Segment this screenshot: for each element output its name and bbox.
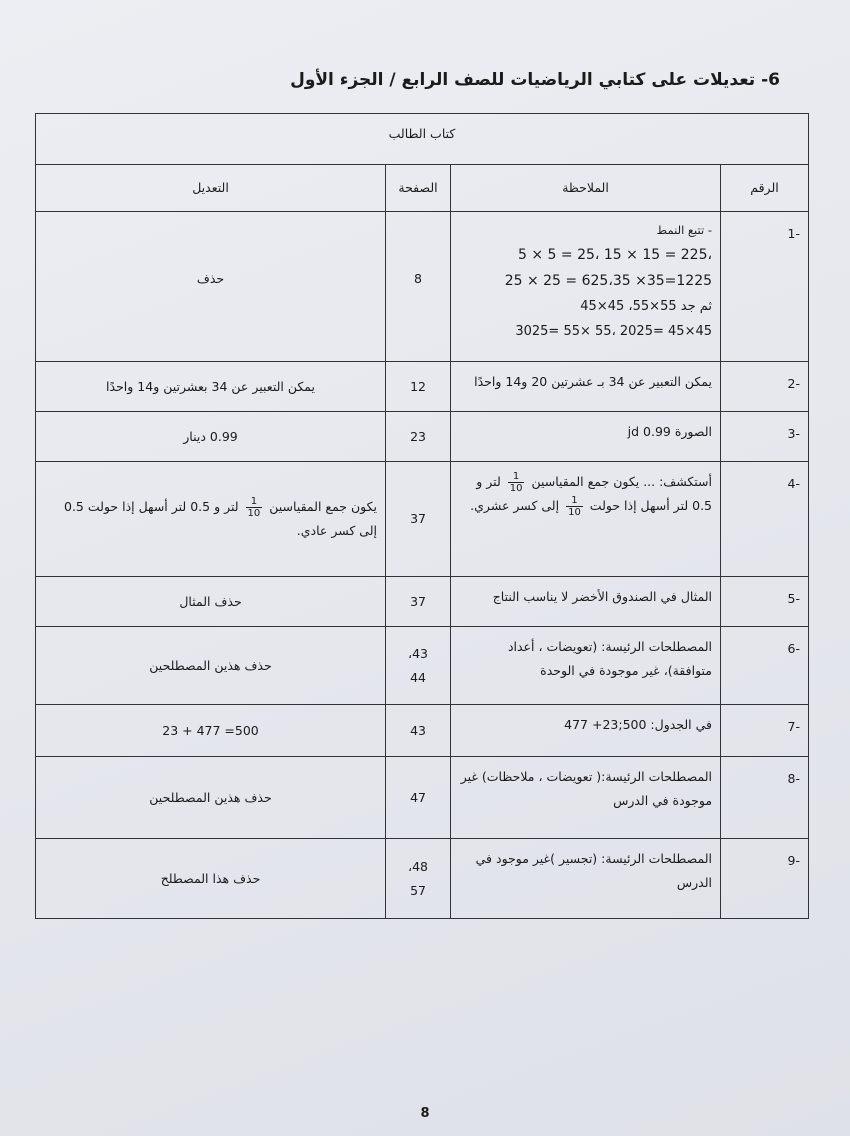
fraction-one-tenth — [508, 471, 525, 494]
note-line: 45×45 =2025 ،55 ×55 =3025 — [515, 323, 713, 339]
row-number: -1 — [721, 212, 809, 362]
row-note: الصورة jd 0.99 — [451, 412, 721, 462]
note-text: أستكشف: ... يكون جمع المقياسين — [531, 474, 713, 489]
modification-text: لتر و 0.5 لتر أسهل إذا حولت 0.5 إلى كسر عادي. — [64, 499, 378, 539]
page-title: 6- تعديلات على كتابي الرياضيات للصف الرابع / الجزء الأول — [290, 70, 780, 90]
row-note: المصطلحات الرئيسة:( تعويضات ، ملاحظات) غير موجودة في الدرس — [451, 757, 721, 839]
table-row — [36, 705, 809, 757]
row-page — [386, 627, 451, 705]
column-header-note: الملاحظة — [451, 165, 721, 212]
fraction-numerator: 1 — [246, 496, 263, 508]
note-line: ثم جد 55×55، 45×45 — [580, 299, 713, 315]
row-modification: حذف — [36, 212, 386, 362]
note-line: 5 × 5 = 25، 15 × 15 = 225، — [518, 246, 713, 263]
note-text: إلى كسر عشري. — [470, 498, 560, 513]
fraction-denominator: 10 — [247, 508, 261, 520]
row-page: 47 — [386, 757, 451, 839]
column-header-page: الصفحة — [386, 165, 451, 212]
book-header: كتاب الطالب — [36, 114, 809, 165]
table-row — [36, 577, 809, 627]
row-page: 37 — [386, 462, 451, 577]
row-page — [386, 839, 451, 919]
row-modification: حذف هذين المصطلحين — [36, 627, 386, 705]
row-number: -2 — [721, 362, 809, 412]
fraction-one-tenth — [246, 496, 263, 519]
row-modification: حذف هذا المصطلح — [36, 839, 386, 919]
row-page: 8 — [386, 212, 451, 362]
modifications-table — [35, 113, 809, 919]
note-line: - تتبع النمط — [656, 223, 713, 237]
row-modification: يمكن التعبير عن 34 بعشرتين و14 واحدًا — [36, 362, 386, 412]
row-number: -4 — [721, 462, 809, 577]
row-modification: 0.99 دينار — [36, 412, 386, 462]
row-number: -9 — [721, 839, 809, 919]
column-header-number: الرقم — [721, 165, 809, 212]
table-row — [36, 839, 809, 919]
row-modification: حذف المثال — [36, 577, 386, 627]
table-row — [36, 757, 809, 839]
row-number: -3 — [721, 412, 809, 462]
row-page: 43 — [386, 705, 451, 757]
row-number: -5 — [721, 577, 809, 627]
fraction-numerator: 1 — [508, 471, 525, 483]
row-number: -7 — [721, 705, 809, 757]
row-page: 23 — [386, 412, 451, 462]
table-row — [36, 627, 809, 705]
page-line: 44 — [410, 669, 426, 685]
row-note: المثال في الصندوق الأخضر لا يناسب النتاج — [451, 577, 721, 627]
table-row — [36, 412, 809, 462]
note-text: لتر و 0.5 لتر أسهل إذا حولت — [476, 474, 713, 513]
modification-text: يكون جمع المقياسين — [269, 499, 378, 515]
row-page: 12 — [386, 362, 451, 412]
table-row — [36, 212, 809, 362]
column-header-modification: التعديل — [36, 165, 386, 212]
row-note: يمكن التعبير عن 34 بـ عشرتين 20 و14 واحدًا — [451, 362, 721, 412]
row-modification: 23 + 477 =500 — [36, 705, 386, 757]
page-line: 48، — [408, 858, 428, 874]
row-modification: حذف هذين المصطلحين — [36, 757, 386, 839]
row-page: 37 — [386, 577, 451, 627]
page-line: 43، — [408, 645, 428, 661]
row-note — [451, 462, 721, 577]
note-line: 25 × 25 = 625،35 ×35=1225 — [504, 273, 713, 290]
page-line: 57 — [410, 882, 426, 898]
fraction-one-tenth — [566, 495, 583, 518]
fraction-denominator: 10 — [568, 507, 581, 518]
page-number: 8 — [420, 1106, 430, 1121]
table-row — [36, 462, 809, 577]
fraction-numerator: 1 — [566, 495, 583, 507]
row-modification — [36, 462, 386, 577]
table-row — [36, 362, 809, 412]
row-note: المصطلحات الرئيسة: (تعويضات ، أعداد متوافقة)، غير موجودة في الوحدة — [451, 627, 721, 705]
row-number: -6 — [721, 627, 809, 705]
row-note: في الجدول: 500;23+ 477 — [451, 705, 721, 757]
row-note — [451, 212, 721, 362]
row-note: المصطلحات الرئيسة: (تجسير )غير موجود في الدرس — [451, 839, 721, 919]
fraction-denominator: 10 — [509, 483, 523, 494]
row-number: -8 — [721, 757, 809, 839]
